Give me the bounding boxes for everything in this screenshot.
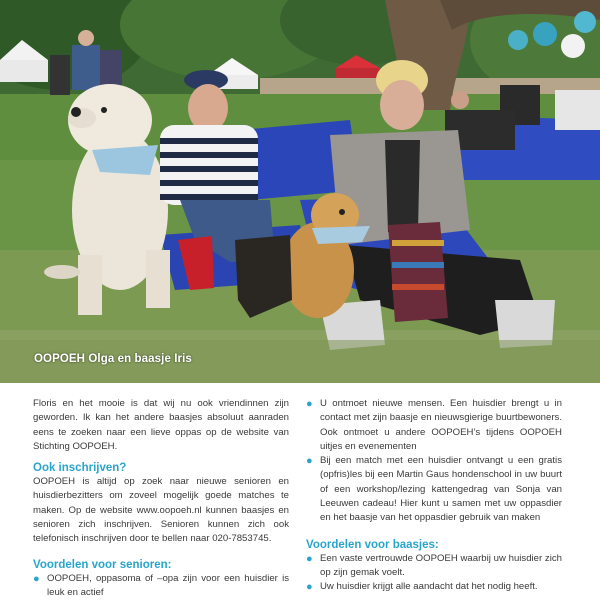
heading-owner-benefits: Voordelen voor baasjes: [306,538,439,551]
bullet-icon: ● [306,398,313,410]
senior-benefits-list-continued [306,397,562,526]
list-item [306,454,562,525]
list-item [306,397,562,454]
heading-senior-benefits: Voordelen voor senioren: [33,558,172,571]
bullet-icon: ● [306,552,313,565]
intro-paragraph: Floris en het mooie is dat wij nu ook vriendinnen zijn geworden. Ik kan het andere baasjes absoluut aanraden eens te zoeken naar een lieve oppas op de website van Stichting OOPOEH. [33,398,289,452]
list-item [306,552,562,581]
signup-paragraph: OOPOEH is altijd op zoek naar nieuwe senioren en huisdierbezitters om zoveel mogelijk goede matches te maken. Op de website www.oopoeh.nl kunnen baasjes en senioren zich inschrijven. Senioren kunnen zich ook telefonisch inschrijven door te bellen naar 020-7853745. [33,476,289,545]
list-item-text: Bij een match met een huisdier ontvangt u een gratis (opfris)les bij een Martin Gaus hondenschool in uw buurt of een workshop/lezing kattengedrag van Sonja van Leeuwen cadeau! Hier kunt u samen met uw oppasdier en het baasje van het oppasdier gebruik van maken [320,455,562,524]
senior-benefits-list [33,572,289,601]
left-column [33,397,289,600]
photo-caption: OOPOEH Olga en baasje Iris [34,353,192,365]
list-item-text: OOPOEH, oppasoma of –opa zijn voor een huisdier is leuk en actief [47,572,289,598]
heading-signup: Ook inschrijven? [33,462,127,475]
bullet-icon: ● [306,455,313,468]
list-item-text: U ontmoet nieuwe mensen. Een huisdier brengt u in contact met zijn baasje en nieuwsgierige buurtbewoners. Ook ontmoet u andere OOPOEH’s tijdens OOPOEH uitjes en evenementen [320,398,562,452]
bullet-icon: ● [33,572,40,585]
right-column [306,397,562,595]
owner-benefits-list [306,552,562,595]
list-item [33,572,289,601]
list-item-text: Een vaste vertrouwde OOPOEH waarbij uw huisdier zich op zijn gemak voelt. [320,552,562,578]
bullet-icon: ● [306,581,313,594]
list-item [306,580,562,594]
list-item-text: Uw huisdier krijgt alle aandacht dat het nodig heeft. [320,581,538,593]
